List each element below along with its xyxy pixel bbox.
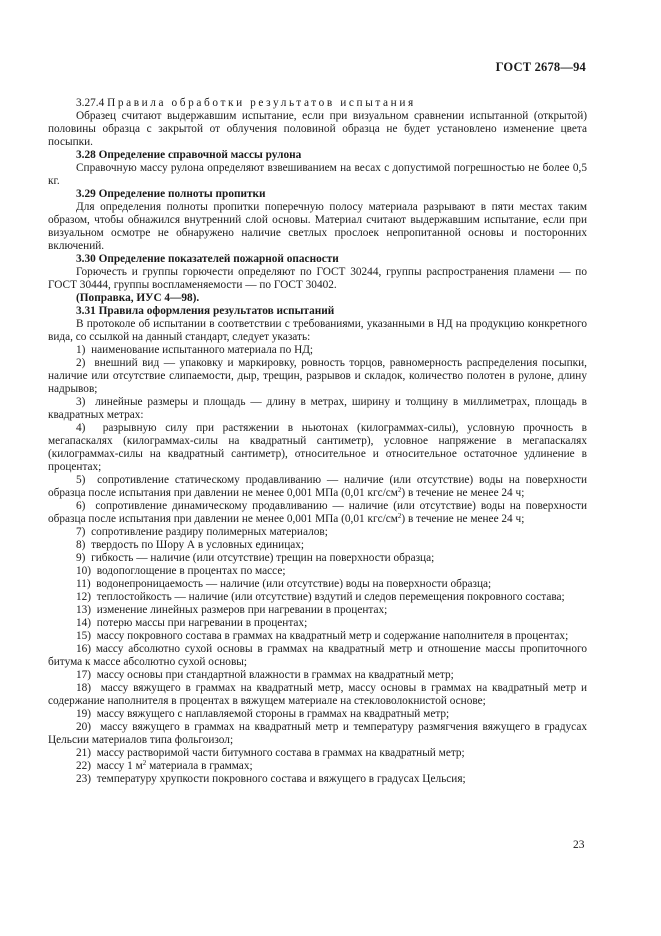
item-text: материала в граммах; [146, 760, 253, 772]
item-number: 23) [76, 773, 92, 785]
item-number: 11) [76, 578, 91, 590]
item-text: линейные размеры и площадь — длину в метрах, ширину и толщину в миллиметрах, площадь в квадратных метрах: [48, 396, 587, 421]
paragraph: Горючесть и группы горючести определяют по ГОСТ 30244, группы распространения пламени — по ГОСТ 30444, группы воспламеняемости — по ГОСТ 30402. [48, 266, 587, 291]
item-number: 13) [76, 604, 92, 616]
subsection-title: Правила обработки результатов испытания [107, 97, 416, 109]
item-text: массу абсолютно сухой основы в граммах на квадратный метр и отношение массы пропиточного битума к массе абсолютно сухой основы; [48, 643, 587, 668]
item-number: 6) [76, 500, 86, 512]
item-text: сопротивление динамическому продавливанию — наличие (или отсутствие) воды на поверхности образца после испытания при давлении не менее 0,001 МПа (0,01 кгс/см [48, 500, 587, 525]
item-number: 7) [76, 526, 86, 538]
requirements-list [48, 344, 587, 786]
list-item [48, 526, 587, 539]
item-text: потерю массы при нагревании в процентах; [96, 617, 308, 629]
page-content [48, 97, 587, 786]
list-item [48, 344, 587, 357]
subsection-number: 3.27.4 [76, 97, 108, 109]
list-item [48, 474, 587, 500]
list-item [48, 591, 587, 604]
paragraph: В протоколе об испытании в соответствии с требованиями, указанными в НД на продукцию конкретного вида, со ссылкой на данный стандарт, следует указать: [48, 318, 587, 343]
list-item [48, 396, 587, 422]
item-number: 4) [76, 422, 86, 434]
item-text: ) в течение не менее 24 ч; [401, 513, 525, 525]
list-item [48, 539, 587, 552]
section-heading-3-30: 3.30 Определение показателей пожарной опасности [76, 253, 339, 265]
list-item [48, 747, 587, 760]
item-number: 10) [76, 565, 92, 577]
superscript: 2 [142, 759, 147, 767]
item-number: 1) [76, 344, 86, 356]
list-item [48, 565, 587, 578]
item-text: изменение линейных размеров при нагревании в процентах; [96, 604, 388, 616]
list-item [48, 500, 587, 526]
item-text: водопоглощение в процентах по массе; [96, 565, 286, 577]
item-text: температуру хрупкости покровного состава и вяжущего в градусах Цельсия; [96, 773, 466, 785]
item-text: массу покровного состава в граммах на квадратный метр и содержание наполнителя в процентах; [96, 630, 569, 642]
item-number: 19) [76, 708, 92, 720]
list-item [48, 760, 587, 773]
list-item [48, 643, 587, 669]
item-text: твердость по Шору А в условных единицах; [91, 539, 305, 551]
section-heading-3-28: 3.28 Определение справочной массы рулона [76, 149, 302, 161]
item-number: 18) [76, 682, 92, 694]
item-text: массу основы при стандартной влажности в граммах на квадратный метр; [96, 669, 454, 681]
item-text: массу вяжущего в граммах на квадратный метр и температуру размягчения вяжущего в градусах Цельсии материалов типа фольгоизол; [48, 721, 587, 746]
superscript: 2 [397, 486, 402, 494]
amendment-note: (Поправка, ИУС 4—98). [76, 292, 200, 304]
item-number: 22) [76, 760, 92, 772]
section-heading-3-29: 3.29 Определение полноты пропитки [76, 188, 266, 200]
list-item [48, 552, 587, 565]
list-item [48, 422, 587, 474]
item-text: гибкость — наличие (или отсутствие) трещин на поверхности образца; [91, 552, 435, 564]
list-item [48, 773, 587, 786]
item-number: 20) [76, 721, 92, 733]
item-text: массу 1 м [96, 760, 143, 772]
page-number: 23 [573, 839, 585, 851]
item-text: разрывную силу при растяжении в ньютонах (килограммах-силы), условную прочность в мегапаскалях (килограммах-силы на квадратный сантиметр), условное напряжение в мегапаскалях (килограммах-силы на квадратный сантиметр), относительное и относительное остаточное удлинение в процентах; [48, 422, 587, 473]
item-text: массу растворимой части битумного состава в граммах на квадратный метр; [96, 747, 465, 759]
item-number: 14) [76, 617, 92, 629]
list-item [48, 617, 587, 630]
item-text: водонепроницаемость — наличие (или отсутствие) воды на поверхности образца; [96, 578, 492, 590]
item-text: наименование испытанного материала по НД; [91, 344, 314, 356]
list-item [48, 708, 587, 721]
item-number: 21) [76, 747, 92, 759]
list-item [48, 721, 587, 747]
list-item [48, 357, 587, 396]
list-item [48, 604, 587, 617]
paragraph: Справочную массу рулона определяют взвешиванием на весах с допустимой погрешностью не более 0,5 кг. [48, 162, 587, 187]
item-number: 9) [76, 552, 86, 564]
list-item [48, 630, 587, 643]
item-number: 2) [76, 357, 86, 369]
standard-header: ГОСТ 2678—94 [495, 60, 586, 74]
item-text: сопротивление раздиру полимерных материалов; [91, 526, 328, 538]
item-text: ) в течение не менее 24 ч; [401, 487, 525, 499]
item-text: массу вяжущего в граммах на квадратный метр, массу основы в граммах на квадратный метр и содержание наполнителя в процентах в вяжущем материале на стекловолокнистой основе; [48, 682, 587, 707]
item-text: массу вяжущего с наплавляемой стороны в граммах на квадратный метр; [96, 708, 450, 720]
item-text: сопротивление статическому продавливанию — наличие (или отсутствие) воды на поверхности образца после испытания при давлении не менее 0,001 МПа (0,01 кгс/см [48, 474, 587, 499]
item-number: 5) [76, 474, 86, 486]
item-text: теплостойкость — наличие (или отсутствие) вздутий и следов перемещения покровного состава; [96, 591, 565, 603]
section-heading-3-31: 3.31 Правила оформления результатов испытаний [76, 305, 335, 317]
list-item [48, 669, 587, 682]
paragraph: Образец считают выдержавшим испытание, если при визуальном сравнении испытанной (открытой) половины образца с закрытой от облучения половиной образца не будет установлено изменение цвета посыпки. [48, 110, 587, 148]
item-number: 3) [76, 396, 86, 408]
list-item [48, 682, 587, 708]
item-number: 17) [76, 669, 92, 681]
item-number: 15) [76, 630, 92, 642]
item-number: 12) [76, 591, 92, 603]
item-number: 8) [76, 539, 86, 551]
item-text: внешний вид — упаковку и маркировку, ровность торцов, равномерность распределения посыпки, наличие или отсутствие слипаемости, дыр, трещин, разрывов и складок, количество полотен в рулоне, длину надрывов; [48, 357, 587, 395]
list-item [48, 578, 587, 591]
item-number: 16) [76, 643, 92, 655]
superscript: 2 [397, 512, 402, 520]
paragraph: Для определения полноты пропитки поперечную полосу материала разрывают в пяти местах таким образом, чтобы обнажился внутренний слой основы. Материал считают выдержавшим испытание, если при визуальном осмотре не обнаружено наличие светлых прослоек непропитанной основы и посторонних включений. [48, 201, 587, 252]
subsection-title-3-27-4 [48, 97, 587, 110]
